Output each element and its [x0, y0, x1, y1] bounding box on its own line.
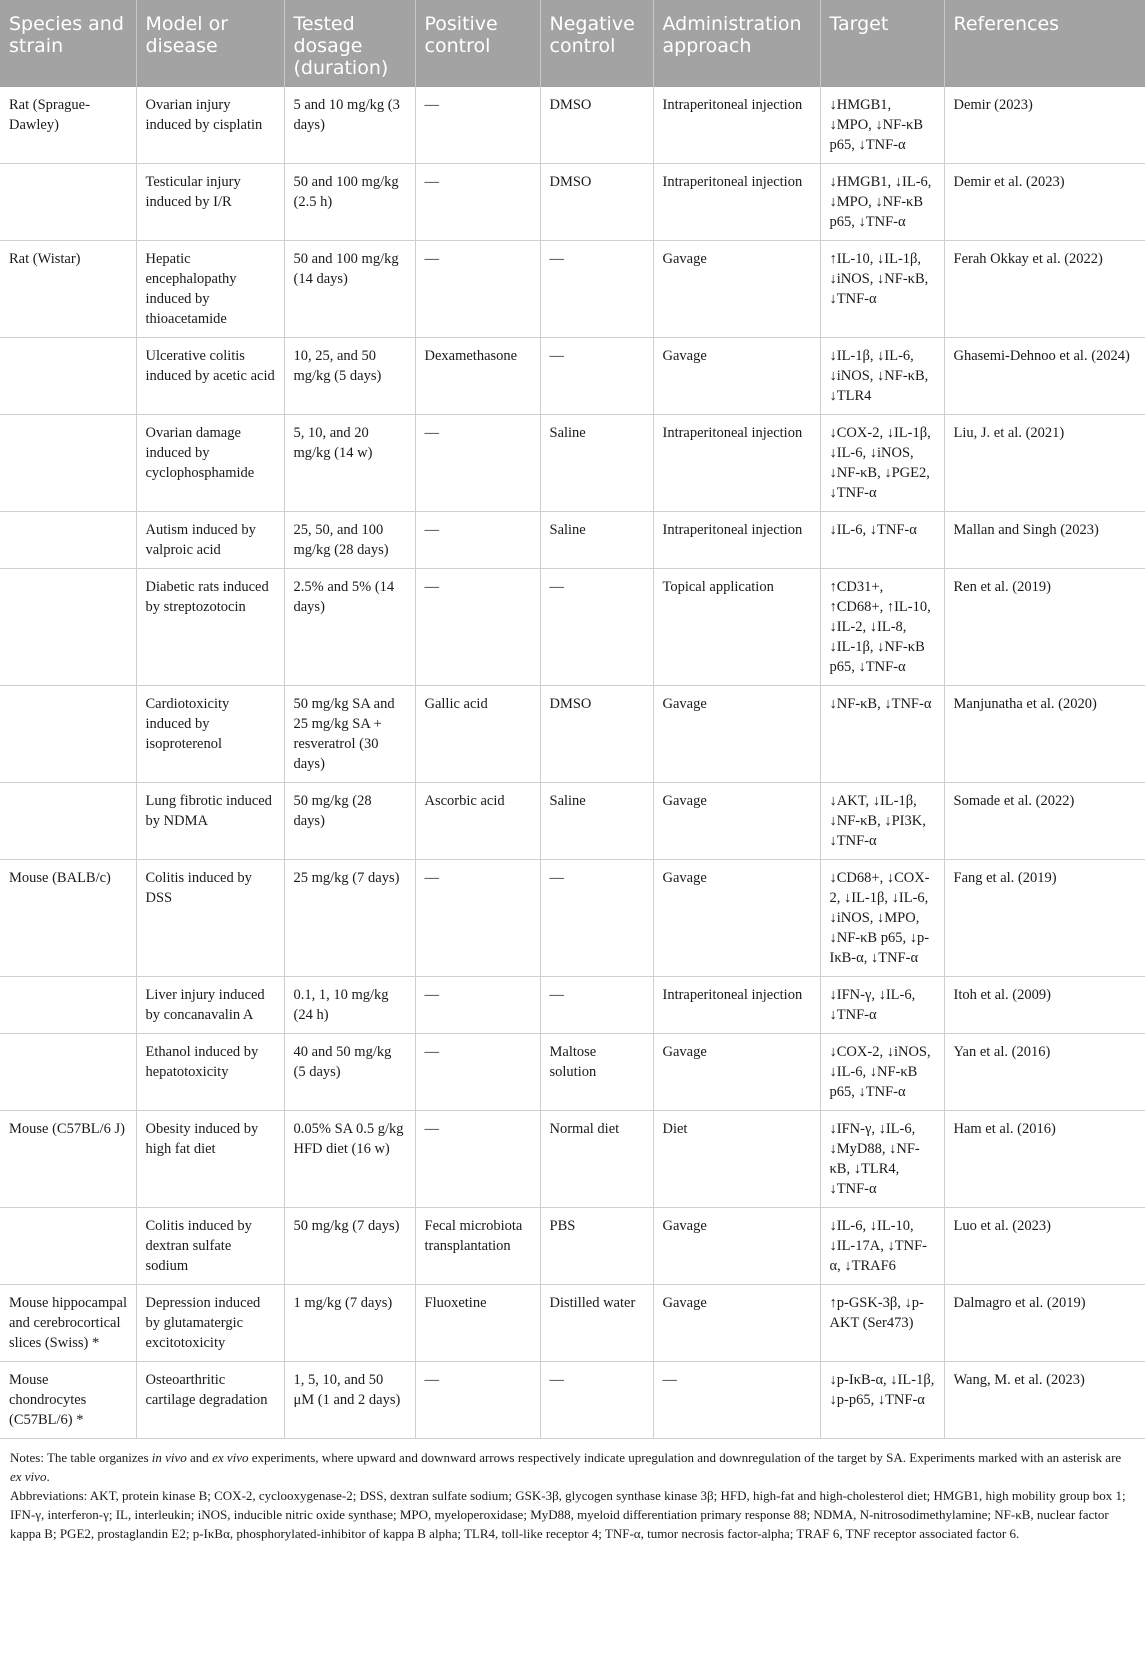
cell-administration: Diet: [653, 1111, 820, 1208]
cell-administration: —: [653, 1362, 820, 1439]
cell-negative-control: DMSO: [540, 164, 653, 241]
cell-target: ↓AKT, ↓IL-1β, ↓NF-κB, ↓PI3K, ↓TNF-α: [820, 783, 944, 860]
cell-model: Testicular injury induced by I/R: [136, 164, 284, 241]
cell-model: Obesity induced by high fat diet: [136, 1111, 284, 1208]
cell-negative-control: Saline: [540, 512, 653, 569]
cell-target: ↑CD31+, ↑CD68+, ↑IL-10, ↓IL-2, ↓IL-8, ↓IL-1β, ↓NF-κB p65, ↓TNF-α: [820, 569, 944, 686]
table-row: [0, 686, 1145, 783]
table-body: [0, 87, 1145, 1439]
cell-target: ↓IL-6, ↓TNF-α: [820, 512, 944, 569]
cell-negative-control: PBS: [540, 1208, 653, 1285]
cell-model: Autism induced by valproic acid: [136, 512, 284, 569]
cell-positive-control: —: [415, 860, 540, 977]
cell-target: ↑IL-10, ↓IL-1β, ↓iNOS, ↓NF-κB, ↓TNF-α: [820, 241, 944, 338]
cell-negative-control: Normal diet: [540, 1111, 653, 1208]
cell-reference: Manjunatha et al. (2020): [944, 686, 1145, 783]
notes-emphasis: ex vivo: [10, 1469, 47, 1484]
cell-administration: Intraperitoneal injection: [653, 977, 820, 1034]
cell-species: Mouse (BALB/c): [0, 860, 136, 977]
cell-reference: Wang, M. et al. (2023): [944, 1362, 1145, 1439]
cell-target: ↑p-GSK-3β, ↓p-AKT (Ser473): [820, 1285, 944, 1362]
column-header-model: Model or disease: [136, 0, 284, 87]
cell-positive-control: —: [415, 1034, 540, 1111]
cell-negative-control: —: [540, 860, 653, 977]
cell-negative-control: —: [540, 1362, 653, 1439]
cell-dosage: 1, 5, 10, and 50 μM (1 and 2 days): [284, 1362, 415, 1439]
cell-positive-control: —: [415, 569, 540, 686]
column-header-negative-control: Negative control: [540, 0, 653, 87]
cell-reference: Fang et al. (2019): [944, 860, 1145, 977]
notes-text: [10, 1448, 1135, 1486]
cell-positive-control: Gallic acid: [415, 686, 540, 783]
cell-model: Diabetic rats induced by streptozotocin: [136, 569, 284, 686]
cell-dosage: 40 and 50 mg/kg (5 days): [284, 1034, 415, 1111]
table-row: [0, 1285, 1145, 1362]
cell-administration: Intraperitoneal injection: [653, 87, 820, 164]
cell-model: Lung fibrotic induced by NDMA: [136, 783, 284, 860]
column-header-dosage: Tested dosage (duration): [284, 0, 415, 87]
cell-species: [0, 338, 136, 415]
cell-model: Ovarian injury induced by cisplatin: [136, 87, 284, 164]
table-row: [0, 569, 1145, 686]
cell-species: [0, 1208, 136, 1285]
cell-dosage: 25 mg/kg (7 days): [284, 860, 415, 977]
cell-dosage: 1 mg/kg (7 days): [284, 1285, 415, 1362]
cell-administration: Gavage: [653, 241, 820, 338]
cell-species: [0, 1034, 136, 1111]
cell-administration: Gavage: [653, 338, 820, 415]
cell-reference: Dalmagro et al. (2019): [944, 1285, 1145, 1362]
cell-dosage: 10, 25, and 50 mg/kg (5 days): [284, 338, 415, 415]
cell-administration: Topical application: [653, 569, 820, 686]
column-header-positive-control: Positive control: [415, 0, 540, 87]
cell-positive-control: Fecal microbiota transplantation: [415, 1208, 540, 1285]
cell-positive-control: Dexamethasone: [415, 338, 540, 415]
cell-reference: Yan et al. (2016): [944, 1034, 1145, 1111]
cell-negative-control: Saline: [540, 783, 653, 860]
cell-species: [0, 977, 136, 1034]
table-row: [0, 783, 1145, 860]
table-row: [0, 164, 1145, 241]
cell-target: ↓COX-2, ↓IL-1β, ↓IL-6, ↓iNOS, ↓NF-κB, ↓PGE2, ↓TNF-α: [820, 415, 944, 512]
cell-species: [0, 686, 136, 783]
table-row: [0, 977, 1145, 1034]
table-row: [0, 87, 1145, 164]
cell-administration: Gavage: [653, 860, 820, 977]
table-row: [0, 241, 1145, 338]
cell-reference: Demir et al. (2023): [944, 164, 1145, 241]
table-row: [0, 512, 1145, 569]
cell-positive-control: —: [415, 87, 540, 164]
table-row: [0, 1208, 1145, 1285]
cell-dosage: 5 and 10 mg/kg (3 days): [284, 87, 415, 164]
cell-species: [0, 512, 136, 569]
cell-dosage: 0.05% SA 0.5 g/kg HFD diet (16 w): [284, 1111, 415, 1208]
table-row: [0, 338, 1145, 415]
cell-dosage: 2.5% and 5% (14 days): [284, 569, 415, 686]
cell-positive-control: —: [415, 977, 540, 1034]
cell-species: Mouse chondrocytes (C57BL/6) *: [0, 1362, 136, 1439]
cell-administration: Gavage: [653, 1208, 820, 1285]
cell-negative-control: DMSO: [540, 686, 653, 783]
cell-species: [0, 783, 136, 860]
cell-positive-control: —: [415, 1362, 540, 1439]
notes-emphasis: ex vivo: [212, 1450, 249, 1465]
cell-reference: Ghasemi-Dehnoo et al. (2024): [944, 338, 1145, 415]
cell-reference: Somade et al. (2022): [944, 783, 1145, 860]
column-header-target: Target: [820, 0, 944, 87]
cell-species: [0, 164, 136, 241]
cell-target: ↓HMGB1, ↓IL-6, ↓MPO, ↓NF-κB p65, ↓TNF-α: [820, 164, 944, 241]
cell-species: Mouse (C57BL/6 J): [0, 1111, 136, 1208]
cell-reference: Demir (2023): [944, 87, 1145, 164]
cell-species: Mouse hippocampal and cerebrocortical slices (Swiss) *: [0, 1285, 136, 1362]
cell-species: [0, 415, 136, 512]
table-row: [0, 415, 1145, 512]
cell-administration: Gavage: [653, 1034, 820, 1111]
cell-negative-control: —: [540, 241, 653, 338]
header-row: [0, 0, 1145, 87]
cell-administration: Gavage: [653, 1285, 820, 1362]
cell-target: ↓IFN-γ, ↓IL-6, ↓MyD88, ↓NF-κB, ↓TLR4, ↓TNF-α: [820, 1111, 944, 1208]
cell-species: [0, 569, 136, 686]
cell-model: Depression induced by glutamatergic excitotoxicity: [136, 1285, 284, 1362]
cell-negative-control: Maltose solution: [540, 1034, 653, 1111]
abbreviations-text: Abbreviations: AKT, protein kinase B; COX-2, cyclooxygenase-2; DSS, dextran sulfate sodium; GSK-3β, glycogen synthase kinase 3β; HFD, high-fat and high-cholesterol diet; HMGB1, high mobility group box 1; IFN-γ, interferon-γ; IL, interleukin; iNOS, inducible nitric oxide synthase; MPO, myeloperoxidase; MyD88, myeloid differentiation primary response 88; NDMA, N-nitrosodimethylamine; NF-κB, nuclear factor kappa B; PGE2, prostaglandin E2; p-IκBα, phosphorylated-inhibitor of kappa B alpha; TLR4, toll-like receptor 4; TNF-α, tumor necrosis factor-alpha; TRAF 6, TNF receptor associated factor 6.: [10, 1488, 1126, 1541]
cell-species: Rat (Wistar): [0, 241, 136, 338]
cell-administration: Gavage: [653, 686, 820, 783]
cell-target: ↓CD68+, ↓COX-2, ↓IL-1β, ↓IL-6, ↓iNOS, ↓MPO, ↓NF-κB p65, ↓p-IκB-α, ↓TNF-α: [820, 860, 944, 977]
table-row: [0, 860, 1145, 977]
cell-positive-control: Ascorbic acid: [415, 783, 540, 860]
cell-target: ↓p-IκB-α, ↓IL-1β, ↓p-p65, ↓TNF-α: [820, 1362, 944, 1439]
cell-negative-control: —: [540, 569, 653, 686]
notes-emphasis: in vivo: [151, 1450, 187, 1465]
cell-target: ↓IFN-γ, ↓IL-6, ↓TNF-α: [820, 977, 944, 1034]
column-header-references: References: [944, 0, 1145, 87]
cell-dosage: 50 mg/kg SA and 25 mg/kg SA + resveratrol (30 days): [284, 686, 415, 783]
notes-part: experiments, where upward and downward arrows respectively indicate upregulation and downregulation of the target by SA. Experiments marked with an asterisk are: [248, 1450, 1122, 1465]
cell-model: Cardiotoxicity induced by isoproterenol: [136, 686, 284, 783]
cell-administration: Gavage: [653, 783, 820, 860]
cell-negative-control: Distilled water: [540, 1285, 653, 1362]
cell-target: ↓NF-κB, ↓TNF-α: [820, 686, 944, 783]
cell-model: Osteoarthritic cartilage degradation: [136, 1362, 284, 1439]
cell-positive-control: —: [415, 512, 540, 569]
cell-dosage: 50 mg/kg (7 days): [284, 1208, 415, 1285]
cell-reference: Ferah Okkay et al. (2022): [944, 241, 1145, 338]
notes-part: Notes: The table organizes: [10, 1450, 152, 1465]
table-row: [0, 1362, 1145, 1439]
cell-reference: Mallan and Singh (2023): [944, 512, 1145, 569]
cell-positive-control: —: [415, 241, 540, 338]
cell-species: Rat (Sprague-Dawley): [0, 87, 136, 164]
table-row: [0, 1111, 1145, 1208]
cell-dosage: 0.1, 1, 10 mg/kg (24 h): [284, 977, 415, 1034]
cell-model: Ovarian damage induced by cyclophosphamide: [136, 415, 284, 512]
cell-administration: Intraperitoneal injection: [653, 512, 820, 569]
cell-negative-control: Saline: [540, 415, 653, 512]
cell-dosage: 25, 50, and 100 mg/kg (28 days): [284, 512, 415, 569]
cell-target: ↓IL-6, ↓IL-10, ↓IL-17A, ↓TNF-α, ↓TRAF6: [820, 1208, 944, 1285]
cell-positive-control: Fluoxetine: [415, 1285, 540, 1362]
cell-positive-control: —: [415, 164, 540, 241]
cell-model: Ulcerative colitis induced by acetic acid: [136, 338, 284, 415]
notes-part: .: [46, 1469, 50, 1484]
cell-reference: Luo et al. (2023): [944, 1208, 1145, 1285]
cell-reference: Itoh et al. (2009): [944, 977, 1145, 1034]
cell-model: Ethanol induced by hepatotoxicity: [136, 1034, 284, 1111]
cell-administration: Intraperitoneal injection: [653, 164, 820, 241]
cell-reference: Liu, J. et al. (2021): [944, 415, 1145, 512]
cell-target: ↓IL-1β, ↓IL-6, ↓iNOS, ↓NF-κB, ↓TLR4: [820, 338, 944, 415]
cell-dosage: 50 and 100 mg/kg (2.5 h): [284, 164, 415, 241]
cell-reference: Ham et al. (2016): [944, 1111, 1145, 1208]
cell-positive-control: —: [415, 415, 540, 512]
table-header: [0, 0, 1145, 87]
cell-dosage: 50 and 100 mg/kg (14 days): [284, 241, 415, 338]
cell-positive-control: —: [415, 1111, 540, 1208]
cell-model: Colitis induced by DSS: [136, 860, 284, 977]
cell-dosage: 50 mg/kg (28 days): [284, 783, 415, 860]
cell-negative-control: —: [540, 977, 653, 1034]
cell-administration: Intraperitoneal injection: [653, 415, 820, 512]
cell-model: Colitis induced by dextran sulfate sodium: [136, 1208, 284, 1285]
cell-negative-control: —: [540, 338, 653, 415]
notes-part: and: [186, 1450, 213, 1465]
table-notes: [0, 1439, 1145, 1543]
column-header-administration: Administration approach: [653, 0, 820, 87]
cell-reference: Ren et al. (2019): [944, 569, 1145, 686]
cell-dosage: 5, 10, and 20 mg/kg (14 w): [284, 415, 415, 512]
cell-target: ↓HMGB1, ↓MPO, ↓NF-κB p65, ↓TNF-α: [820, 87, 944, 164]
cell-model: Hepatic encephalopathy induced by thioacetamide: [136, 241, 284, 338]
cell-negative-control: DMSO: [540, 87, 653, 164]
cell-model: Liver injury induced by concanavalin A: [136, 977, 284, 1034]
cell-target: ↓COX-2, ↓iNOS, ↓IL-6, ↓NF-κB p65, ↓TNF-α: [820, 1034, 944, 1111]
table-row: [0, 1034, 1145, 1111]
column-header-species: Species and strain: [0, 0, 136, 87]
